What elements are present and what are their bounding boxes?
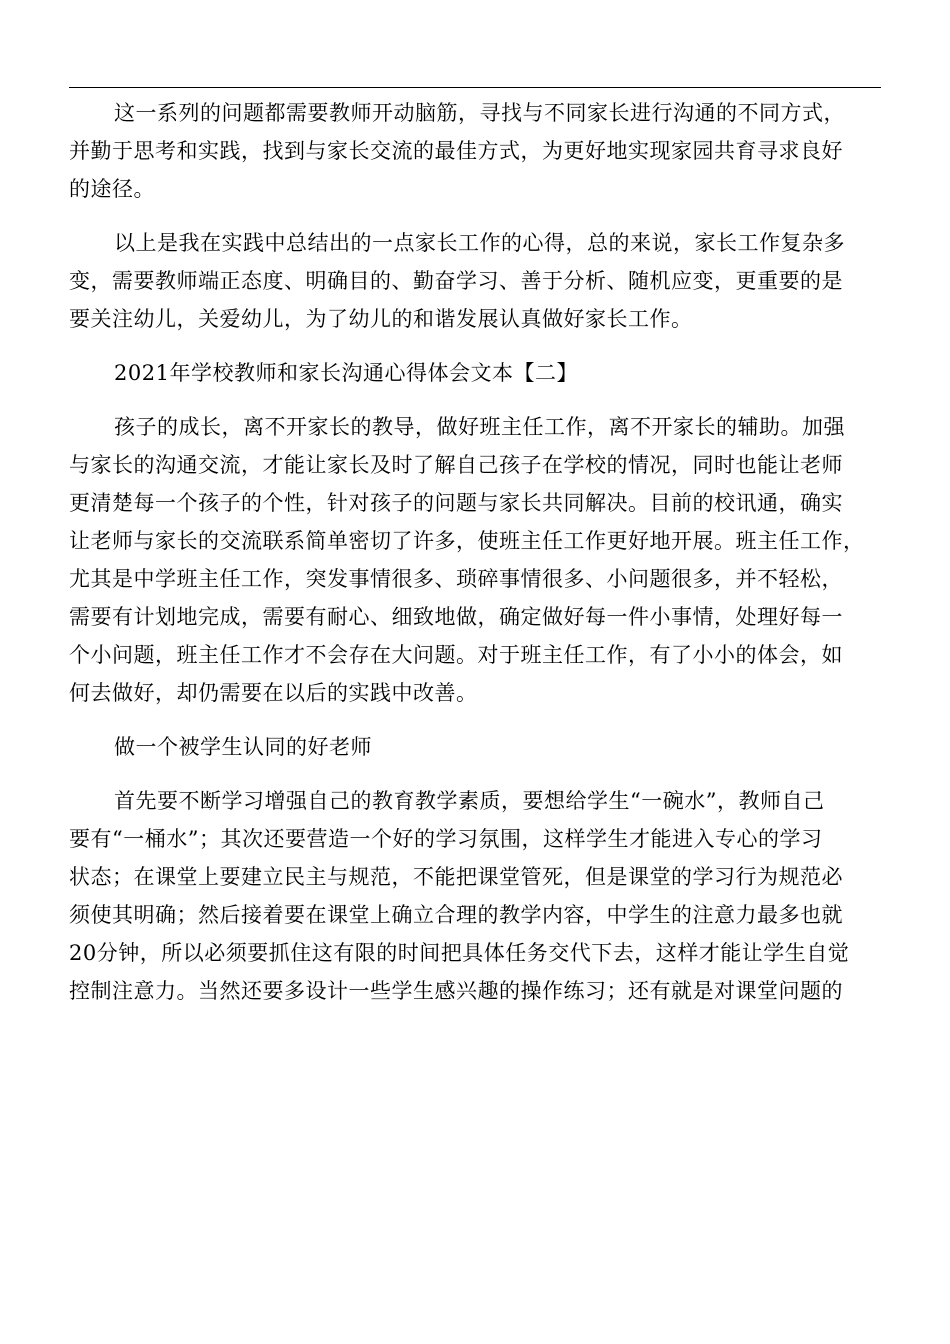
header-rule — [69, 87, 881, 88]
text-line: 须使其明确；然后接着要在课堂上确立合理的教学内容，中学生的注意力最多也就 — [69, 903, 843, 927]
paragraph-communication-methods — [69, 94, 883, 208]
text-line: 何去做好，却仍需要在以后的实践中改善。 — [69, 681, 478, 705]
text-line: 尤其是中学班主任工作，突发事情很多、琐碎事情很多、小问题很多，并不轻松， — [69, 567, 843, 591]
text-line: 首先要不断学习增强自己的教育教学素质，要想给学生“一碗水”，教师自己 — [114, 789, 825, 813]
text-line: 与家长的沟通交流，才能让家长及时了解自己孩子在学校的情况，同时也能让老师 — [69, 453, 843, 477]
subheading-good-teacher — [69, 728, 883, 766]
text-line: 并勤于思考和实践，找到与家长交流的最佳方式，为更好地实现家园共育寻求良好 — [69, 139, 843, 163]
text-line: 控制注意力。当然还要多设计一些学生感兴趣的操作练习；还有就是对课堂问题的 — [69, 979, 843, 1003]
paragraph-summary — [69, 224, 883, 338]
text-line: 20分钟，所以必须要抓住这有限的时间把具体任务交代下去，这样才能让学生自觉 — [69, 941, 850, 965]
text-line: 变，需要教师端正态度、明确目的、勤奋学习、善于分析、随机应变，更重要的是 — [69, 269, 843, 293]
text-line: 状态；在课堂上要建立民主与规范，不能把课堂管死，但是课堂的学习行为规范必 — [69, 865, 843, 889]
text-line: 更清楚每一个孩子的个性，针对孩子的问题与家长共同解决。目前的校讯通，确实 — [69, 491, 843, 515]
section-heading-part-two — [69, 354, 883, 392]
text-line: 需要有计划地完成，需要有耐心、细致地做，确定做好每一件小事情，处理好每一 — [69, 605, 843, 629]
text-line: 要有“一桶水”；其次还要营造一个好的学习氛围，这样学生才能进入专心的学习 — [69, 827, 823, 851]
section-heading: 2021年学校教师和家长沟通心得体会文本【二】 — [114, 361, 578, 385]
paragraph-class-teacher — [69, 408, 883, 712]
text-line: 要关注幼儿，关爱幼儿，为了幼儿的和谐发展认真做好家长工作。 — [69, 307, 693, 331]
text-line: 的途径。 — [69, 177, 155, 201]
paragraph-teaching-quality — [69, 782, 883, 1010]
text-line: 这一系列的问题都需要教师开动脑筋，寻找与不同家长进行沟通的不同方式， — [114, 101, 845, 125]
document-body — [69, 94, 883, 1010]
text-line: 让老师与家长的交流联系简单密切了许多，使班主任工作更好地开展。班主任工作， — [69, 529, 865, 553]
text-line: 个小问题，班主任工作才不会存在大问题。对于班主任工作，有了小小的体会，如 — [69, 643, 843, 667]
text-line: 以上是我在实践中总结出的一点家长工作的心得，总的来说，家长工作复杂多 — [114, 231, 845, 255]
subheading: 做一个被学生认同的好老师 — [114, 735, 372, 759]
text-line: 孩子的成长，离不开家长的教导，做好班主任工作，离不开家长的辅助。加强 — [114, 415, 845, 439]
